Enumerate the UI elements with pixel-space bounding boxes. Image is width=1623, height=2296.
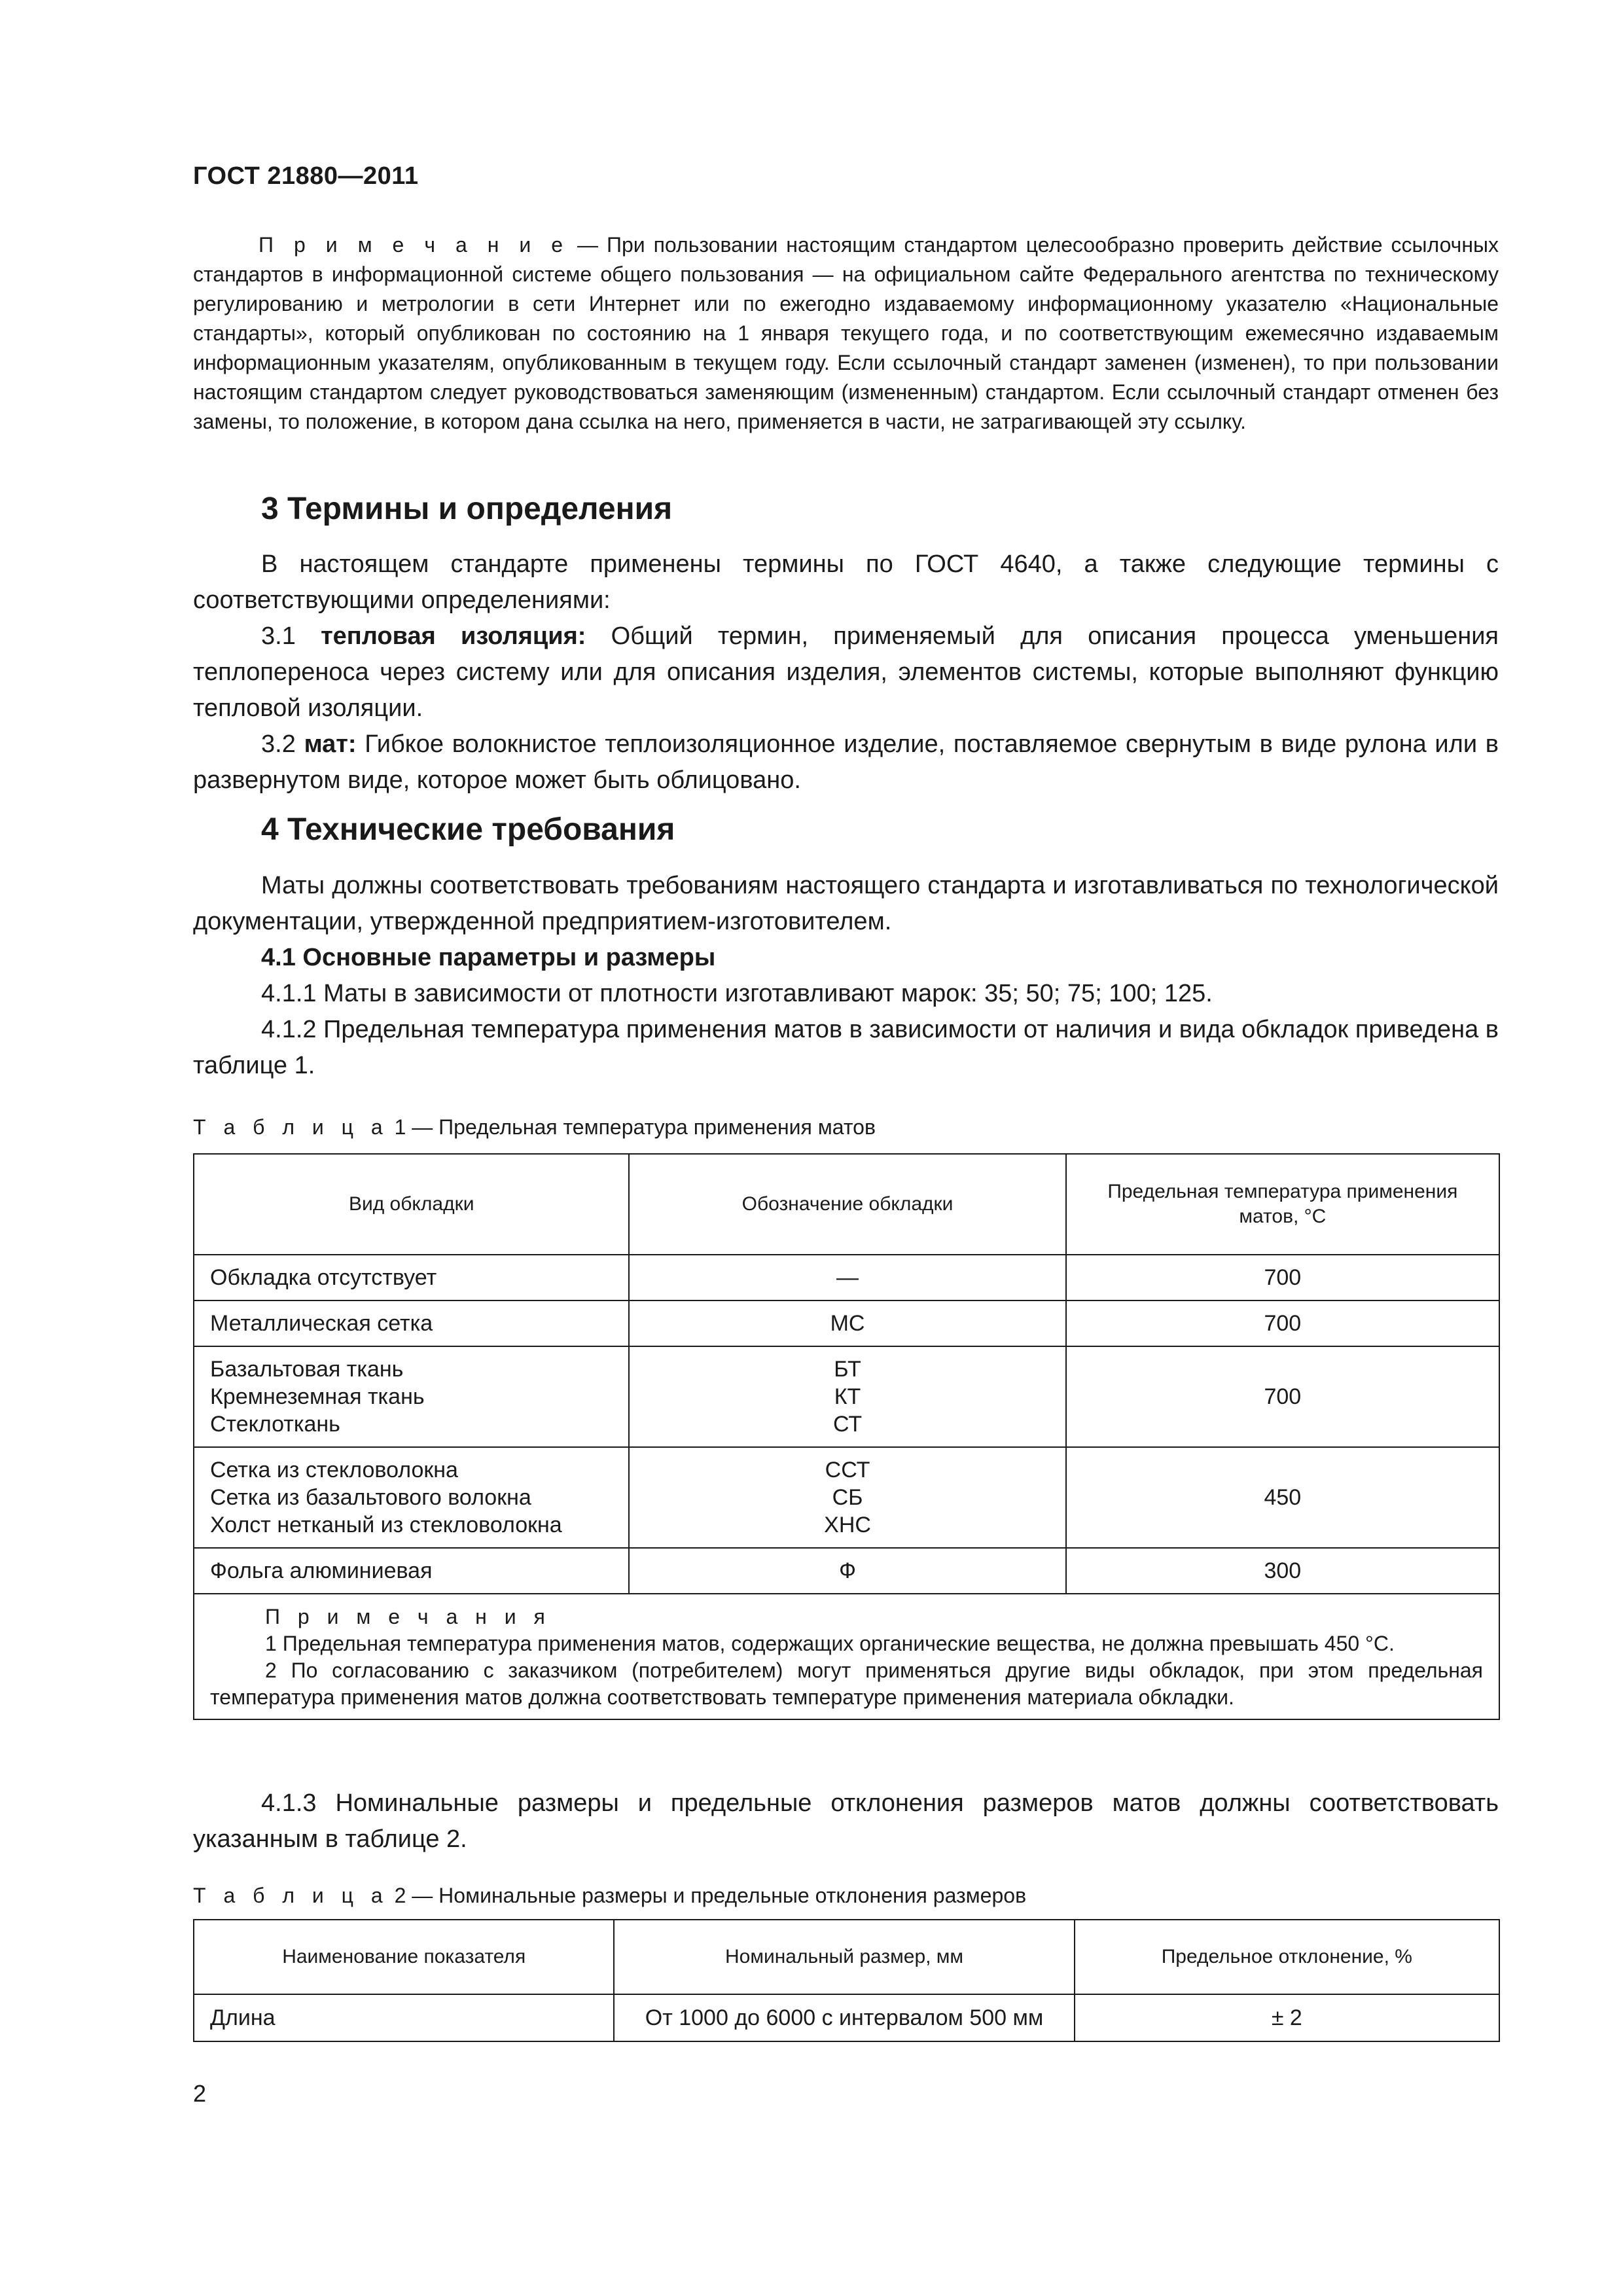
table-row: Фольга алюминиевая Ф 300 <box>194 1548 1499 1594</box>
table-row: Базальтовая ткань Кремнеземная ткань Стеклоткань БТ КТ СТ 700 <box>194 1346 1499 1447</box>
table-1-header-code: Обозначение обкладки <box>629 1154 1065 1255</box>
table-row: Металлическая сетка МС 700 <box>194 1300 1499 1346</box>
table-1-notes: П р и м е ч а н и я 1 Предельная температура применения матов, содержащих органические вещества, не должна превышать 450 °С. 2 По согласованию с заказчиком (потребителем) могут применяться другие виды обкладок, при этом предельная температура применения матов должна соответствовать температуре применения материала обкладки. <box>194 1594 1499 1719</box>
section-3-title: 3 Термины и определения <box>261 492 673 526</box>
note-text: — При пользовании настоящим стандартом целесообразно проверить действие ссылочных стандартов в информационной системе общего пользования — на официальном сайте Федерального агентства по техническому регулированию и метрологии в сети Интернет или по ежегодно издаваемому информационному указателю «Национальные стандарты», который опубликован по состоянию на 1 января текущего года, и по соответствующим ежемесячно издаваемым информационным указателям, опубликованным в текущем году. Если ссылочный стандарт заменен (изменен), то при пользовании настоящим стандартом следует руководствоваться заменяющим (измененным) стандартом. Если ссылочный стандарт отменен без замены, то положение, в котором дана ссылка на него, применяется в части, не затрагивающей эту ссылку. <box>193 233 1499 433</box>
term-3-1-name: тепловая изоляция: <box>321 622 586 650</box>
term-3-2-name: мат: <box>304 730 357 758</box>
referenced-standards-note <box>193 230 1499 437</box>
note-label: П р и м е ч а н и е <box>259 233 569 257</box>
table-2-caption: Т а б л и ц а 2 — Номинальные размеры и предельные отклонения размеров <box>193 1884 1027 1907</box>
term-3-2: 3.2 мат: Гибкое волокнистое теплоизоляционное изделие, поставляемое свернутым в виде рулона или в развернутом виде, которое может быть облицовано. <box>193 730 1499 794</box>
table-row: Обкладка отсутствует — 700 <box>194 1255 1499 1300</box>
table-2-header-name: Наименование показателя <box>194 1920 614 1994</box>
table-1-note-2: 2 По согласованию с заказчиком (потребителем) могут применяться другие виды обкладок, при этом предельная температура применения матов должна соответствовать температуре применения материала обкладки. <box>210 1659 1483 1709</box>
table-row: Длина От 1000 до 6000 с интервалом 500 мм ± 2 <box>194 1994 1499 2041</box>
table-1-caption: Т а б л и ц а 1 — Предельная температура применения матов <box>193 1115 876 1139</box>
section-4 <box>193 810 1499 850</box>
table-1-header-type: Вид обкладки <box>194 1154 629 1255</box>
table-2-header-row <box>194 1920 1499 1994</box>
document-header: ГОСТ 21880—2011 <box>193 162 419 190</box>
section-3 <box>193 490 1499 529</box>
section-4-title: 4 Технические требования <box>261 812 675 847</box>
clause-4-1-3: 4.1.3 Номинальные размеры и предельные отклонения размеров матов должны соответствовать указанным в таблице 2. <box>193 1789 1499 1853</box>
subsection-4-1-title: 4.1 Основные параметры и размеры <box>261 944 716 971</box>
section-3-intro: В настоящем стандарте применены термины по ГОСТ 4640, а также следующие термины с соответствующими определениями: <box>193 550 1499 614</box>
table-1-header-row <box>194 1154 1499 1255</box>
table-2 <box>193 1919 1500 2042</box>
table-1-note-1: 1 Предельная температура применения матов, содержащих органические вещества, не должна превышать 450 °С. <box>265 1632 1395 1655</box>
table-1-header-temp: Предельная температура применения матов, °С <box>1066 1154 1499 1255</box>
section-3-body <box>193 547 1499 798</box>
table-row: Сетка из стекловолокна Сетка из базальтового волокна Холст нетканый из стекловолокна ССТ СБ ХНС 450 <box>194 1447 1499 1548</box>
clause-4-1-3-block <box>193 1785 1499 1857</box>
table-2-header-tolerance: Предельное отклонение, % <box>1075 1920 1499 1994</box>
section-4-body <box>193 868 1499 1084</box>
term-3-1: 3.1 тепловая изоляция: Общий термин, применяемый для описания процесса уменьшения теплопереноса через систему или для описания изделия, элементов системы, которые выполняют функцию тепловой изоляции. <box>193 622 1499 722</box>
table-2-header-size: Номинальный размер, мм <box>614 1920 1074 1994</box>
table-1 <box>193 1153 1500 1720</box>
clause-4-1-2: 4.1.2 Предельная температура применения матов в зависимости от наличия и вида обкладок приведена в таблице 1. <box>193 1016 1499 1079</box>
table-1-notes-row <box>194 1594 1499 1719</box>
clause-4-1-1: 4.1.1 Маты в зависимости от плотности изготавливают марок: 35; 50; 75; 100; 125. <box>261 980 1213 1007</box>
section-4-intro: Маты должны соответствовать требованиям настоящего стандарта и изготавливаться по технологической документации, утвержденной предприятием-изготовителем. <box>193 872 1499 935</box>
page-number: 2 <box>193 2080 207 2107</box>
term-3-1-definition: Общий термин, применяемый для описания процесса уменьшения теплопереноса через систему или для описания изделия, элементов системы, которые выполняют функцию тепловой изоляции. <box>193 622 1499 722</box>
term-3-2-definition: Гибкое волокнистое теплоизоляционное изделие, поставляемое свернутым в виде рулона или в развернутом виде, которое может быть облицовано. <box>193 730 1499 794</box>
